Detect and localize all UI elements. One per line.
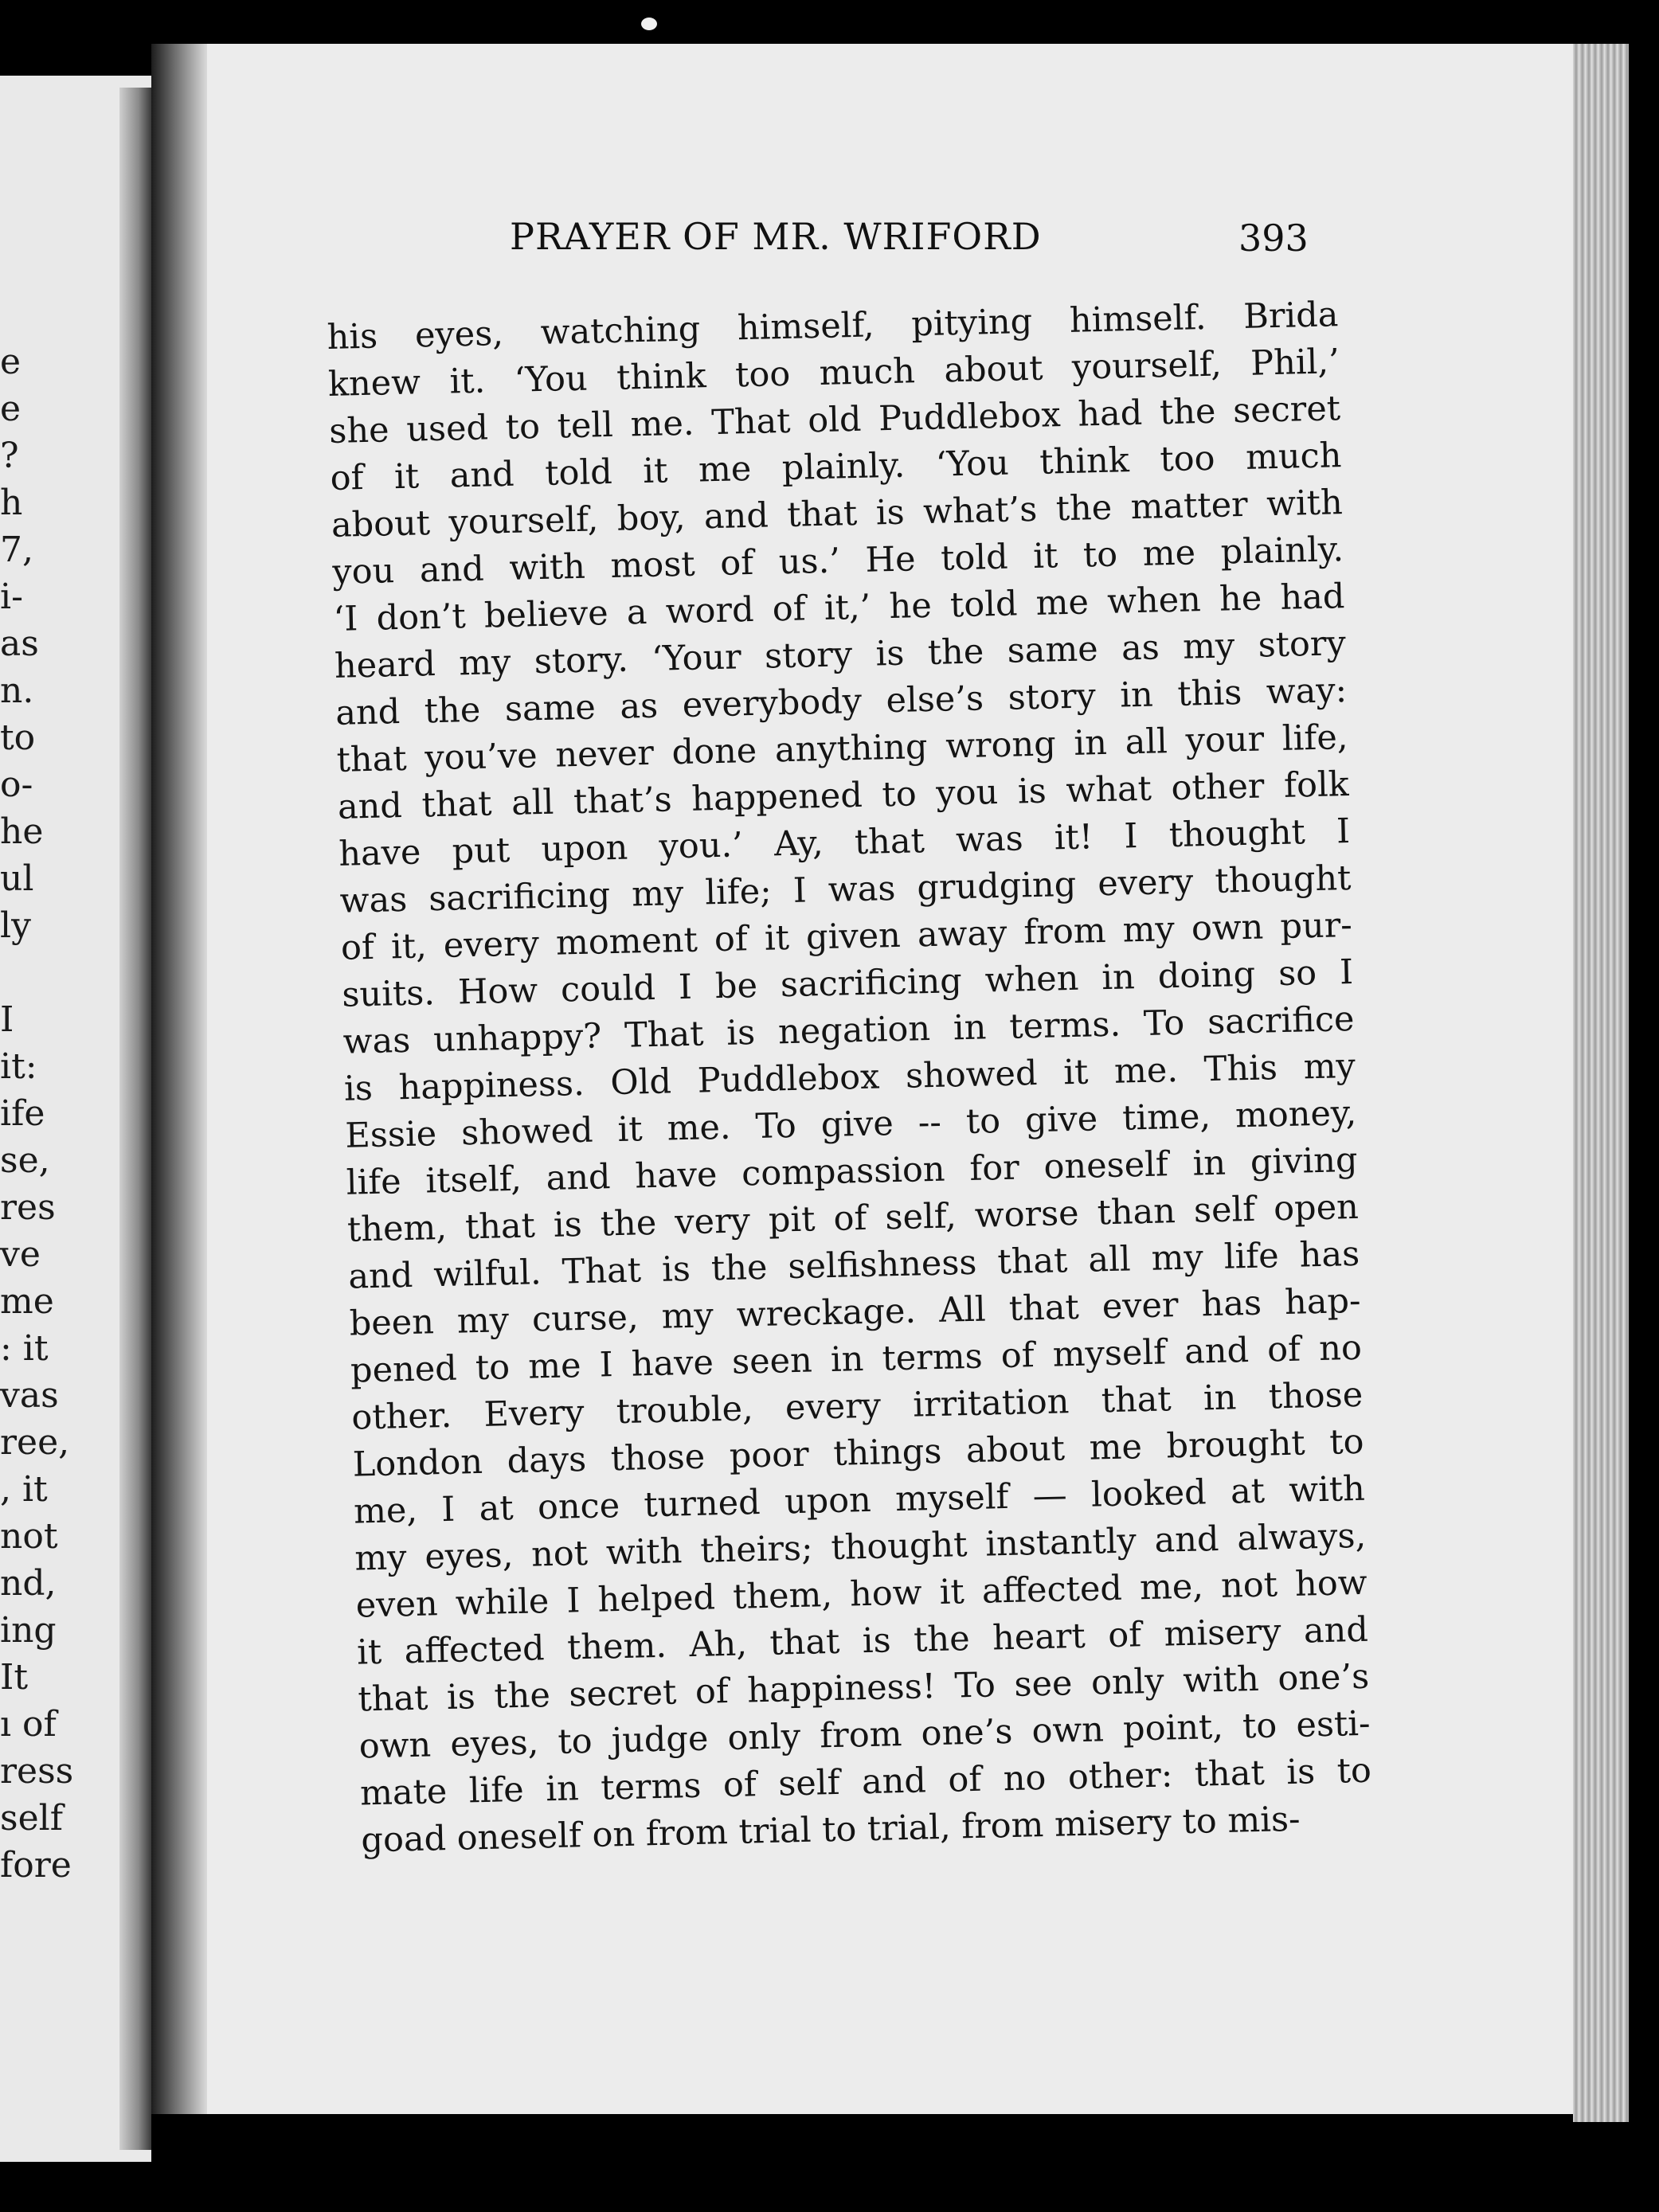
fragment-line: res [0,1187,56,1228]
text-line: been my curse, my wreckage. All that ever has hap- [349,1280,1362,1344]
fragment-line: vas [0,1375,59,1416]
text-line: was sacrificing my life; I was grudging every thought [339,858,1352,921]
fragment-line: e [0,342,22,382]
text-line: Essie showed it me. To give -- to give time, money, [344,1092,1357,1156]
fragment-line: self [0,1798,63,1839]
fragment-line: ul [0,858,34,899]
text-line: that you’ve never done anything wrong in all your life, [336,717,1348,780]
text-line: goad oneself on from trial to trial, from misery to mis- [360,1799,1301,1861]
fragment-line: n. [0,670,34,711]
fragment-line: as [0,623,39,664]
text-line: own eyes, to judge only from one’s own point, to esti- [358,1703,1371,1767]
fragment-line [0,949,119,996]
fragment-line: e [0,389,22,429]
running-title: PRAYER OF MR. WRIFORD [510,215,1042,258]
fragment-line: he [0,811,44,852]
running-head [354,215,1310,271]
fragment-line: , it [0,1469,48,1510]
fragment-line: ing [0,1610,57,1651]
fragment-line: ? [0,436,19,476]
fragment-line: to [0,717,36,758]
text-line: ‘I don’t believe a word of it,’ he told me when he had [333,576,1345,639]
fragment-line: I [0,999,14,1040]
previous-page-text-fragments [0,338,119,1889]
fragment-line: 7, [0,530,33,570]
fragment-line: fore [0,1845,72,1886]
text-line: about yourself, boy, and that is what’s the matter with [331,483,1344,545]
text-line: heard my story. ‘Your story is the same as my story [334,623,1347,686]
text-line: suits. How could I be sacrificing when in doing so I [341,952,1354,1015]
fragment-line: It [0,1657,29,1698]
text-line: his eyes, watching himself, pitying himself. Brida [327,295,1339,358]
fragment-line: ree, [0,1422,70,1463]
body-text [327,291,1373,1864]
text-line: even while I helped them, how it affected me, not how [355,1562,1368,1626]
page-number: 393 [1238,217,1309,260]
fragment-line: h [0,483,23,523]
scan-speck [641,18,657,30]
text-line: that is the secret of happiness! To see only with one’s [357,1656,1370,1720]
book-gutter [119,88,151,2150]
page-block-edge [1573,44,1629,2122]
text-line: it affected them. Ah, that is the heart of misery and [356,1609,1369,1673]
text-line: life itself, and have compassion for oneself in giving [346,1139,1358,1203]
fragment-line: ress [0,1751,74,1792]
text-line: mate life in terms of self and of no other: that is to [359,1750,1372,1814]
fragment-line: nd, [0,1563,57,1604]
text-line: is happiness. Old Puddlebox showed it me. This my [343,1045,1356,1109]
fragment-line: not [0,1516,58,1557]
text-line: and wilful. That is the selfishness that all my life has [347,1233,1360,1297]
text-line: you and with most of us.’ He told it to me plainly. [331,530,1344,592]
text-line: other. Every trouble, every irritation that in those [350,1374,1364,1438]
fragment-line: ve [0,1234,41,1275]
fragment-line: ı of [0,1704,57,1745]
fragment-line: it: [0,1046,37,1087]
text-line: she used to tell me. That old Puddlebox had the secret [328,389,1341,451]
text-line: of it, every moment of it given away from my own pur- [340,905,1353,968]
text-line: pened to me I have seen in terms of myself and of no [350,1327,1363,1391]
text-line: and the same as everybody else’s story in this way: [335,670,1348,733]
fragment-line: i- [0,576,23,617]
fragment-line: : it [0,1328,49,1369]
text-line: was unhappy? That is negation in terms. To sacrifice [342,999,1355,1062]
fragment-line: o- [0,764,33,805]
text-line: have put upon you.’ Ay, that was it! I thought I [338,811,1351,874]
text-line: of it and told it me plainly. ‘You think too much [330,436,1342,498]
text-line: and that all that’s happened to you is what other folk [337,764,1350,827]
text-line: London days those poor things about me brought to [352,1421,1365,1485]
fragment-line: me [0,1281,54,1322]
fragment-line: ly [0,905,31,946]
text-line: them, that is the very pit of self, worse than self open [346,1186,1360,1250]
fragment-line: ife [0,1093,45,1134]
text-line: knew it. ‘You think too much about yourself, Phil,’ [327,342,1340,404]
text-line: me, I at once turned upon myself — looked at with [353,1468,1366,1532]
fragment-line: se, [0,1140,50,1181]
text-line: my eyes, not with theirs; thought instantly and always, [354,1515,1367,1579]
